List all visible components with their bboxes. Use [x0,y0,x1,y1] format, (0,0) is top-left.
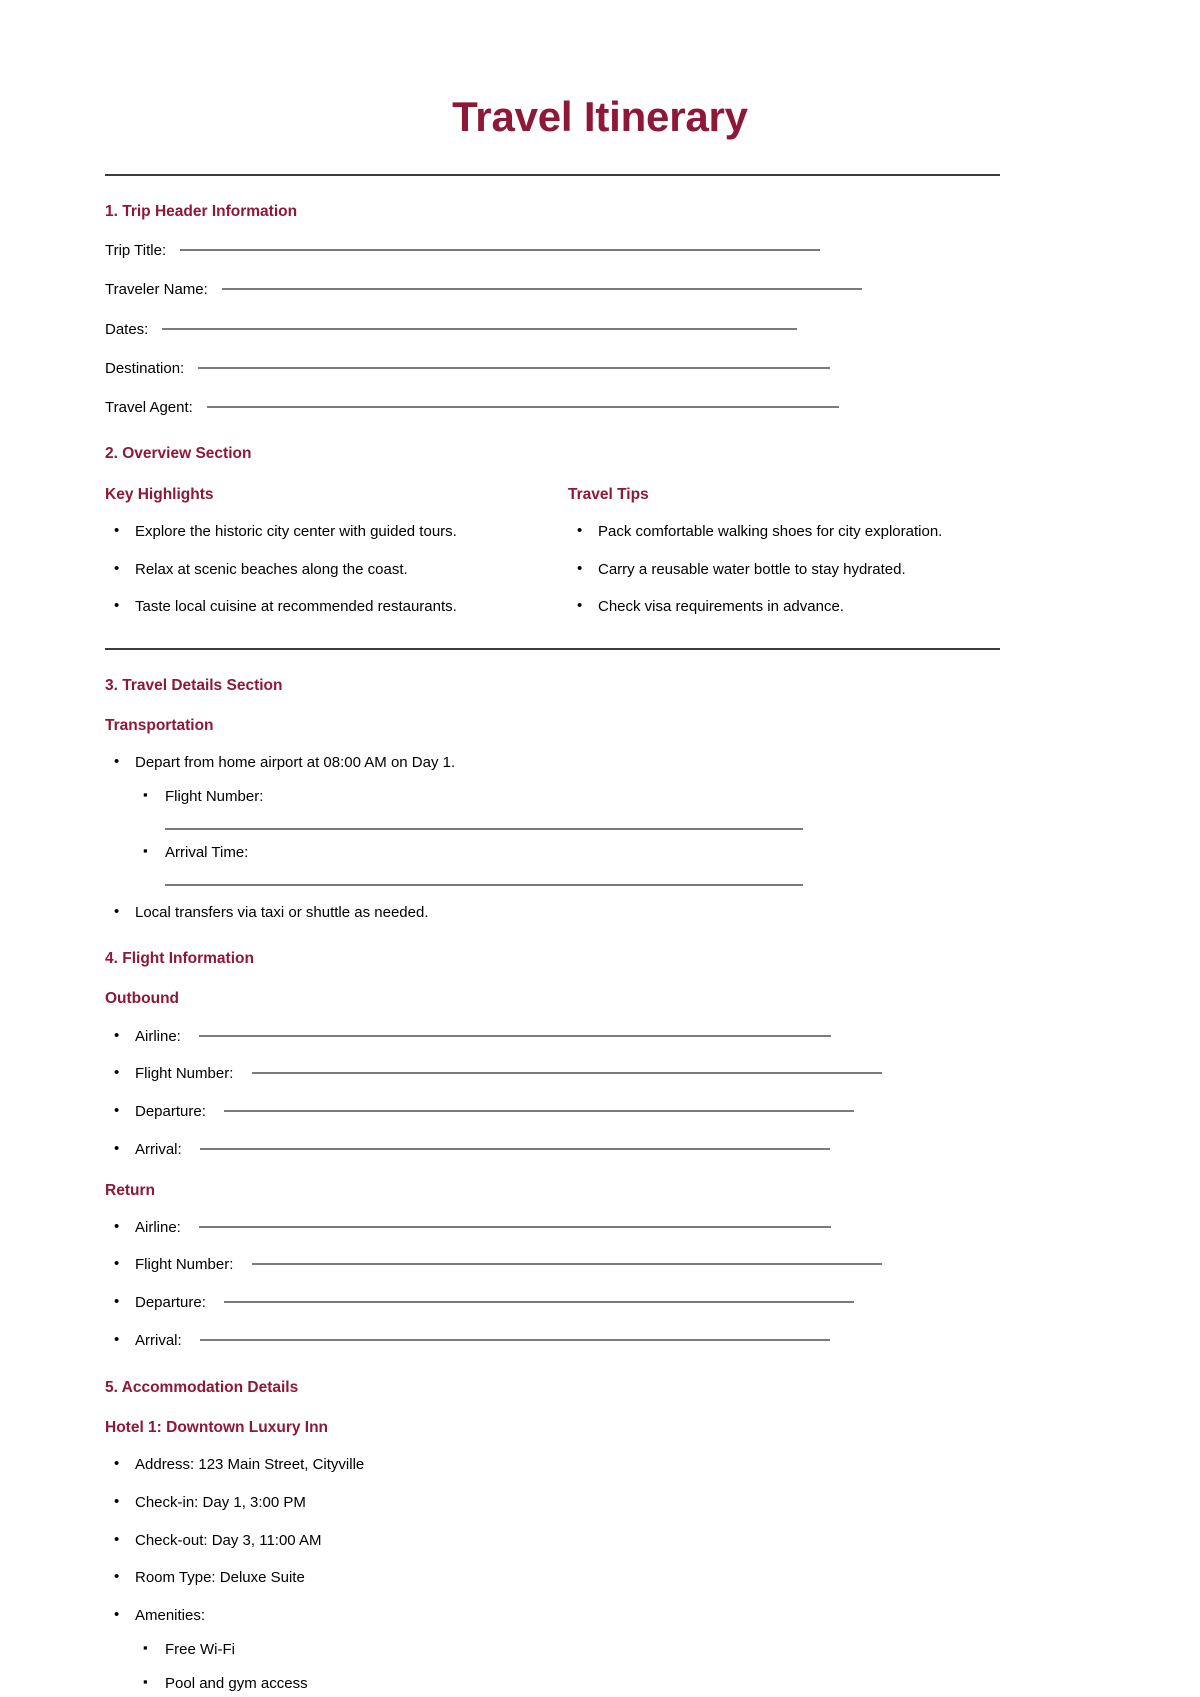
field-row-trip-title [105,241,1095,261]
list-item-return-airline [105,1217,1095,1239]
field-input-return-departure[interactable] [224,1301,854,1303]
list-item-amenity: ▪ Pool and gym access [135,1673,1095,1695]
field-input-traveler-name[interactable] [222,288,862,290]
outbound-flight-list [105,1026,1095,1161]
section-heading-accommodation: 5. Accommodation Details [105,1378,299,1396]
list-item: • Pack comfortable walking shoes for city exploration. [568,521,1000,543]
list-item-address: • Address: 123 Main Street, Cityville [105,1454,1095,1476]
field-row-destination [105,359,1095,379]
field-input-transport-flight-number[interactable] [165,828,803,830]
label-return-departure: Departure: [135,1294,206,1312]
overview-column-key-highlights [105,465,568,618]
label-return-arrival: Arrival: [135,1331,182,1349]
field-input-return-airline[interactable] [199,1226,831,1228]
subheading-key-highlights: Key Highlights [105,485,214,503]
section-heading-flight-information: 4. Flight Information [105,950,254,968]
list-item-amenities [105,1605,1095,1694]
list-item: • Carry a reusable water bottle to stay hydrated. [568,559,1000,581]
list-item: • Explore the historic city center with guided tours. [105,521,568,543]
sub-label-arrival-time: Arrival Time: [165,843,249,861]
list-item-check-in: • Check-in: Day 1, 3:00 PM [105,1492,1095,1514]
subheading-outbound: Outbound [105,990,180,1008]
field-input-outbound-arrival[interactable] [200,1148,830,1150]
list-item-check-out: • Check-out: Day 3, 11:00 AM [105,1530,1095,1552]
list-item-return-departure [105,1292,1095,1314]
list-item: • Check visa requirements in advance. [568,596,1000,618]
field-input-outbound-airline[interactable] [199,1035,831,1037]
overview-columns [105,465,1000,618]
field-input-dates[interactable] [162,328,797,330]
section-heading-overview: 2. Overview Section [105,445,252,463]
list-item-depart [105,752,1095,885]
transportation-list [105,752,1095,923]
label-outbound-airline: Airline: [135,1027,181,1045]
field-input-trip-title[interactable] [180,249,820,251]
page-title: Travel Itinerary [452,93,748,140]
title-separator-rule [105,174,1000,176]
list-item-room-type: • Room Type: Deluxe Suite [105,1567,1095,1589]
subheading-transportation: Transportation [105,717,214,735]
label-outbound-departure: Departure: [135,1103,206,1121]
list-item: • Relax at scenic beaches along the coast. [105,559,568,581]
field-label-trip-title: Trip Title: [105,242,167,260]
field-input-return-flight-number[interactable] [252,1263,882,1265]
return-flight-list [105,1217,1095,1352]
overview-separator-rule [105,648,1000,650]
list-item-arrival-time [135,842,1095,886]
list-item: • Taste local cuisine at recommended restaurants. [105,596,568,618]
label-return-airline: Airline: [135,1218,181,1236]
label-return-flight-number: Flight Number: [135,1256,234,1274]
list-item-flight-number [135,786,1095,830]
section-heading-travel-details: 3. Travel Details Section [105,677,283,695]
sub-label-flight-number: Flight Number: [165,788,264,806]
travel-tips-list [568,521,1000,618]
depart-text: Depart from home airport at 08:00 AM on Day 1. [135,754,456,772]
field-row-travel-agent [105,398,1095,418]
field-input-return-arrival[interactable] [200,1339,830,1341]
list-item-amenity: ▪ Free Wi-Fi [135,1639,1095,1661]
list-item-outbound-airline [105,1026,1095,1048]
subheading-hotel-1: Hotel 1: Downtown Luxury Inn [105,1418,329,1436]
list-item-outbound-flight-number [105,1063,1095,1085]
list-item-transfers: • Local transfers via taxi or shuttle as needed. [105,902,1095,924]
list-item-return-flight-number [105,1254,1095,1276]
field-label-traveler-name: Traveler Name: [105,281,208,299]
field-label-dates: Dates: [105,320,149,338]
field-input-outbound-departure[interactable] [224,1110,854,1112]
field-row-dates [105,320,1095,340]
key-highlights-list [105,521,568,618]
amenities-list [135,1639,1095,1695]
list-item-outbound-arrival [105,1139,1095,1161]
label-outbound-flight-number: Flight Number: [135,1065,234,1083]
transportation-sublist [135,786,1095,886]
section-heading-trip-header: 1. Trip Header Information [105,203,298,221]
field-row-traveler-name [105,280,1095,300]
overview-column-travel-tips [568,465,1000,618]
field-input-travel-agent[interactable] [207,406,839,408]
field-label-travel-agent: Travel Agent: [105,399,193,417]
list-item-return-arrival [105,1330,1095,1352]
label-outbound-arrival: Arrival: [135,1140,182,1158]
field-input-outbound-flight-number[interactable] [252,1072,882,1074]
field-label-destination: Destination: [105,359,185,377]
field-input-transport-arrival-time[interactable] [165,884,803,886]
field-input-destination[interactable] [198,367,830,369]
amenities-label: Amenities: [135,1607,206,1624]
subheading-return: Return [105,1181,155,1199]
subheading-travel-tips: Travel Tips [568,485,649,503]
hotel-1-details-list [105,1454,1095,1694]
list-item-outbound-departure [105,1101,1095,1123]
